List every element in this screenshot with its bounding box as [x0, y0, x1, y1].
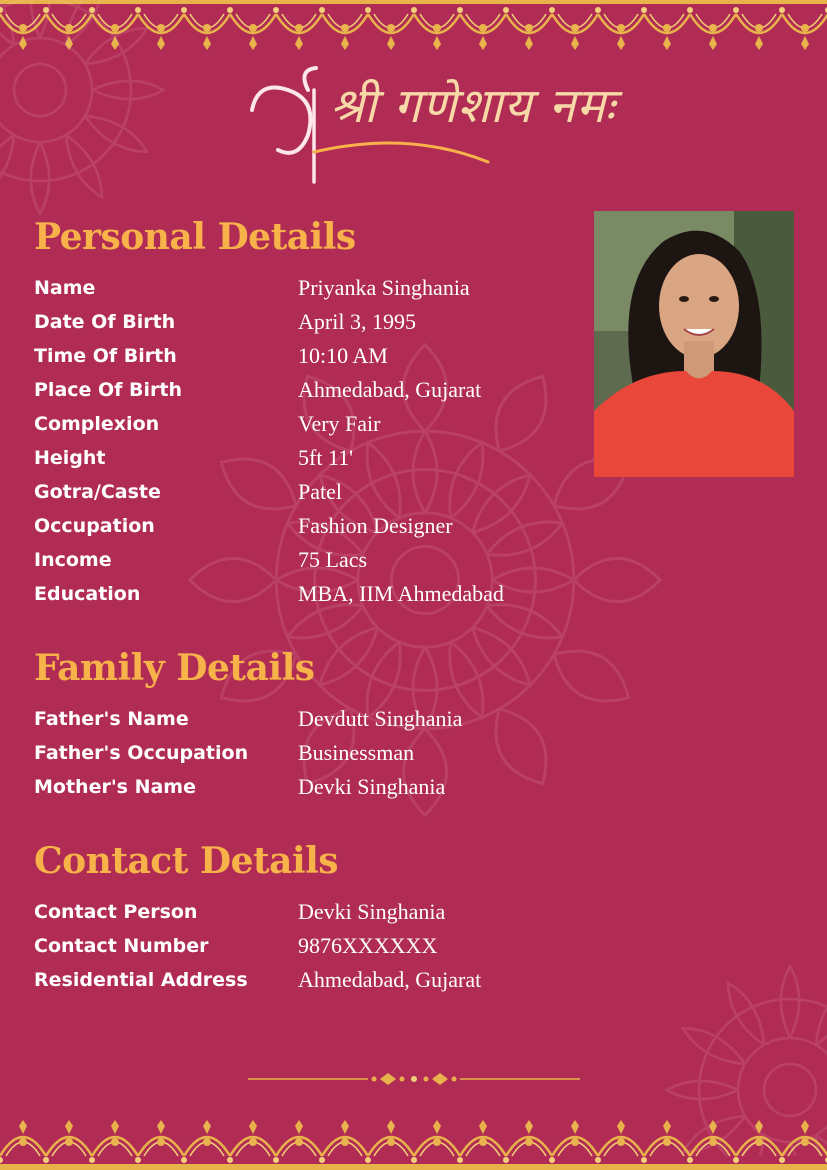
detail-row — [34, 897, 634, 927]
ornamental-divider — [248, 1068, 580, 1090]
field-value: 10:10 AM — [298, 343, 388, 368]
detail-row — [34, 704, 634, 734]
detail-row — [34, 273, 634, 303]
field-label: Father's Occupation — [34, 742, 249, 764]
field-label: Residential Address — [34, 969, 248, 991]
field-label: Income — [34, 549, 112, 571]
field-value: Very Fair — [298, 411, 381, 436]
field-value: Businessman — [298, 740, 415, 765]
field-label: Education — [34, 583, 141, 605]
field-value: MBA, IIM Ahmedabad — [298, 581, 504, 606]
field-value: Fashion Designer — [298, 513, 453, 538]
detail-row — [34, 477, 634, 507]
field-label: Name — [34, 277, 96, 299]
detail-row — [34, 443, 634, 473]
field-value: Priyanka Singhania — [298, 275, 470, 300]
section-title-family: Family Details — [34, 647, 315, 689]
field-label: Contact Person — [34, 901, 198, 923]
field-value: April 3, 1995 — [298, 309, 416, 334]
field-value: Patel — [298, 479, 342, 504]
field-label: Mother's Name — [34, 776, 196, 798]
field-value: 5ft 11' — [298, 445, 354, 470]
field-label: Father's Name — [34, 708, 189, 730]
bottom-ornamental-border — [0, 1112, 827, 1170]
field-label: Complexion — [34, 413, 160, 435]
invocation-text: श्री गणेशाय नमः — [330, 78, 616, 134]
section-title-personal: Personal Details — [34, 216, 356, 258]
field-label: Gotra/Caste — [34, 481, 161, 503]
field-label: Occupation — [34, 515, 155, 537]
detail-row — [34, 545, 634, 575]
detail-row — [34, 307, 634, 337]
field-label: Time Of Birth — [34, 345, 177, 367]
detail-row — [34, 409, 634, 439]
corner-mandala-watermark — [0, 0, 170, 220]
detail-row — [34, 772, 634, 802]
detail-row — [34, 738, 634, 768]
section-title-contact: Contact Details — [34, 840, 339, 882]
field-label: Place Of Birth — [34, 379, 183, 401]
field-label: Height — [34, 447, 106, 469]
field-value: 9876XXXXXX — [298, 933, 438, 958]
detail-row — [34, 375, 634, 405]
field-label: Contact Number — [34, 935, 209, 957]
field-value: Ahmedabad, Gujarat — [298, 377, 482, 402]
detail-row — [34, 511, 634, 541]
field-label: Date Of Birth — [34, 311, 176, 333]
field-value: Devki Singhania — [298, 899, 446, 924]
field-value: Devki Singhania — [298, 774, 446, 799]
field-value: Devdutt Singhania — [298, 706, 463, 731]
field-value: 75 Lacs — [298, 547, 368, 572]
detail-row — [34, 965, 634, 995]
detail-row — [34, 341, 634, 371]
detail-row — [34, 579, 634, 609]
detail-row — [34, 931, 634, 961]
field-value: Ahmedabad, Gujarat — [298, 967, 482, 992]
